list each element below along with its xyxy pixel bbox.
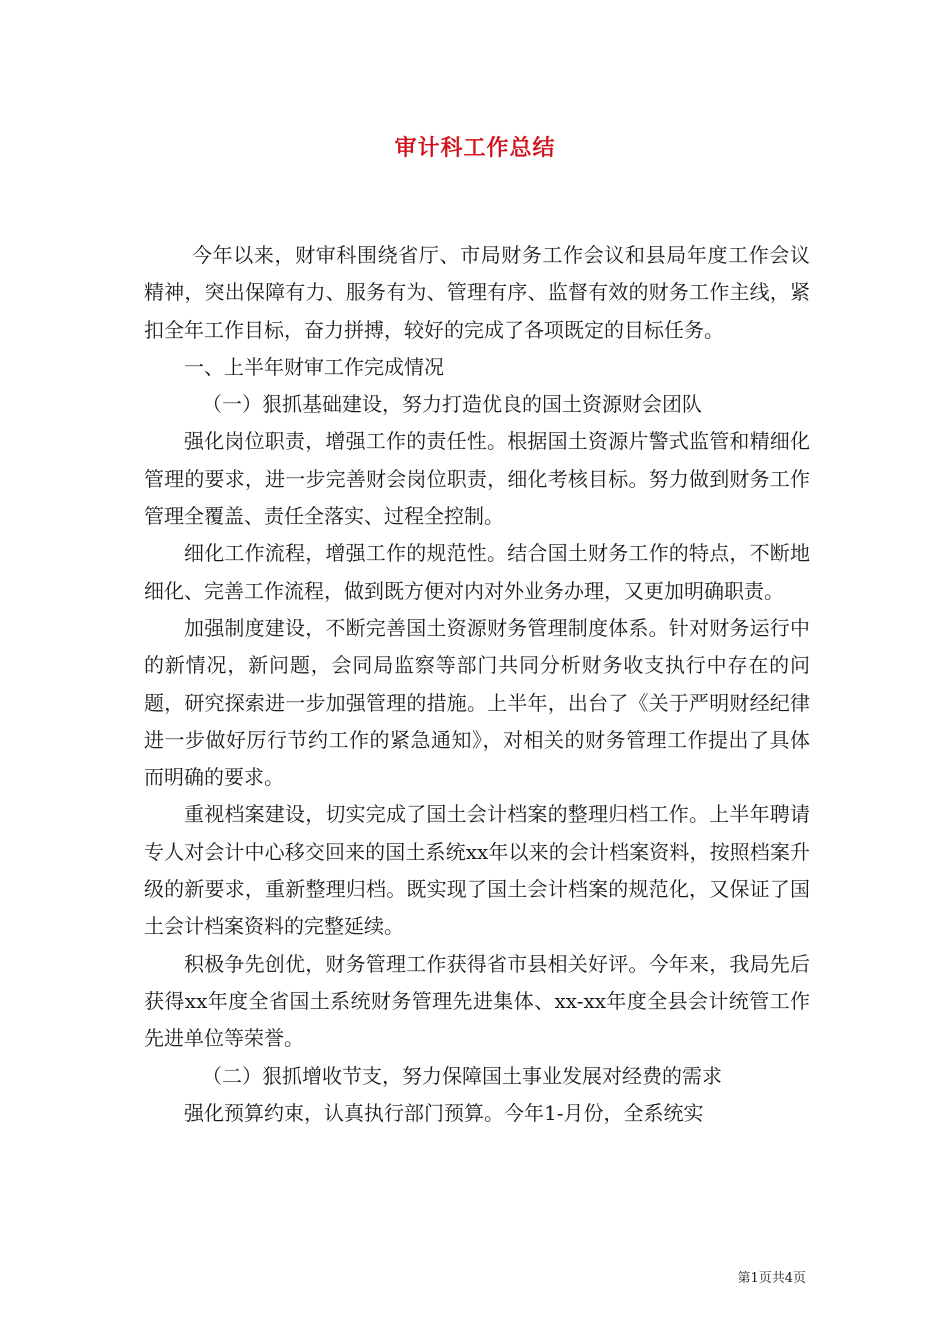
intro-paragraph: 今年以来，财审科围绕省厅、市局财务工作会议和县局年度工作会议精神，突出保障有力、服务有为、管理有序、监督有效的财务工作主线，紧扣全年工作目标，奋力拼搏，较好的完成了各项既定的目标任务。 bbox=[144, 243, 810, 342]
paragraph-responsibilities: 强化岗位职责，增强工作的责任性。根据国土资源片警式监管和精细化管理的要求，进一步完善财会岗位职责，细化考核目标。努力做到财务工作管理全覆盖、责任全落实、过程全控制。 bbox=[144, 429, 810, 529]
paragraph-system-building: 加强制度建设，不断完善国土资源财务管理制度体系。针对财务运行中的新情况，新问题，会同局监察等部门共同分析财务收支执行中存在的问题，研究探索进一步加强管理的措施。上半年，出台了《关于严明财经纪律进一步做好厉行节约工作的紧急通知》，对相关的财务管理工作提出了具体而明确的要求。 bbox=[144, 615, 810, 790]
page-number: 第1页共4页 bbox=[737, 1271, 806, 1286]
document-title: 审计科工作总结 bbox=[394, 135, 556, 161]
paragraph-workflow: 细化工作流程，增强工作的规范性。结合国土财务工作的特点，不断地细化、完善工作流程，做到既方便对内对外业务办理，又更加明确职责。 bbox=[144, 541, 810, 603]
paragraph-honors: 积极争先创优，财务管理工作获得省市县相关好评。今年来，我局先后获得xx年度全省国土系统财务管理先进集体、xx-xx年度全县会计统管工作先进单位等荣誉。 bbox=[144, 951, 810, 1051]
paragraph-budget: 强化预算约束，认真执行部门预算。今年1-月份，全系统实 bbox=[184, 1100, 704, 1125]
subsection-heading-2: （二）狠抓增收节支，努力保障国土事业发展对经费的需求 bbox=[202, 1063, 722, 1088]
section-heading-1: 一、上半年财审工作完成情况 bbox=[184, 354, 444, 379]
document-body bbox=[144, 237, 810, 1132]
paragraph-archives: 重视档案建设，切实完成了国土会计档案的整理归档工作。上半年聘请专人对会计中心移交回来的国土系统xx年以来的会计档案资料，按照档案升级的新要求，重新整理归档。既实现了国土会计档案的规范化，又保证了国土会计档案资料的完整延续。 bbox=[144, 802, 810, 939]
subsection-heading-1: （一）狠抓基础建设，努力打造优良的国土资源财会团队 bbox=[202, 392, 702, 417]
